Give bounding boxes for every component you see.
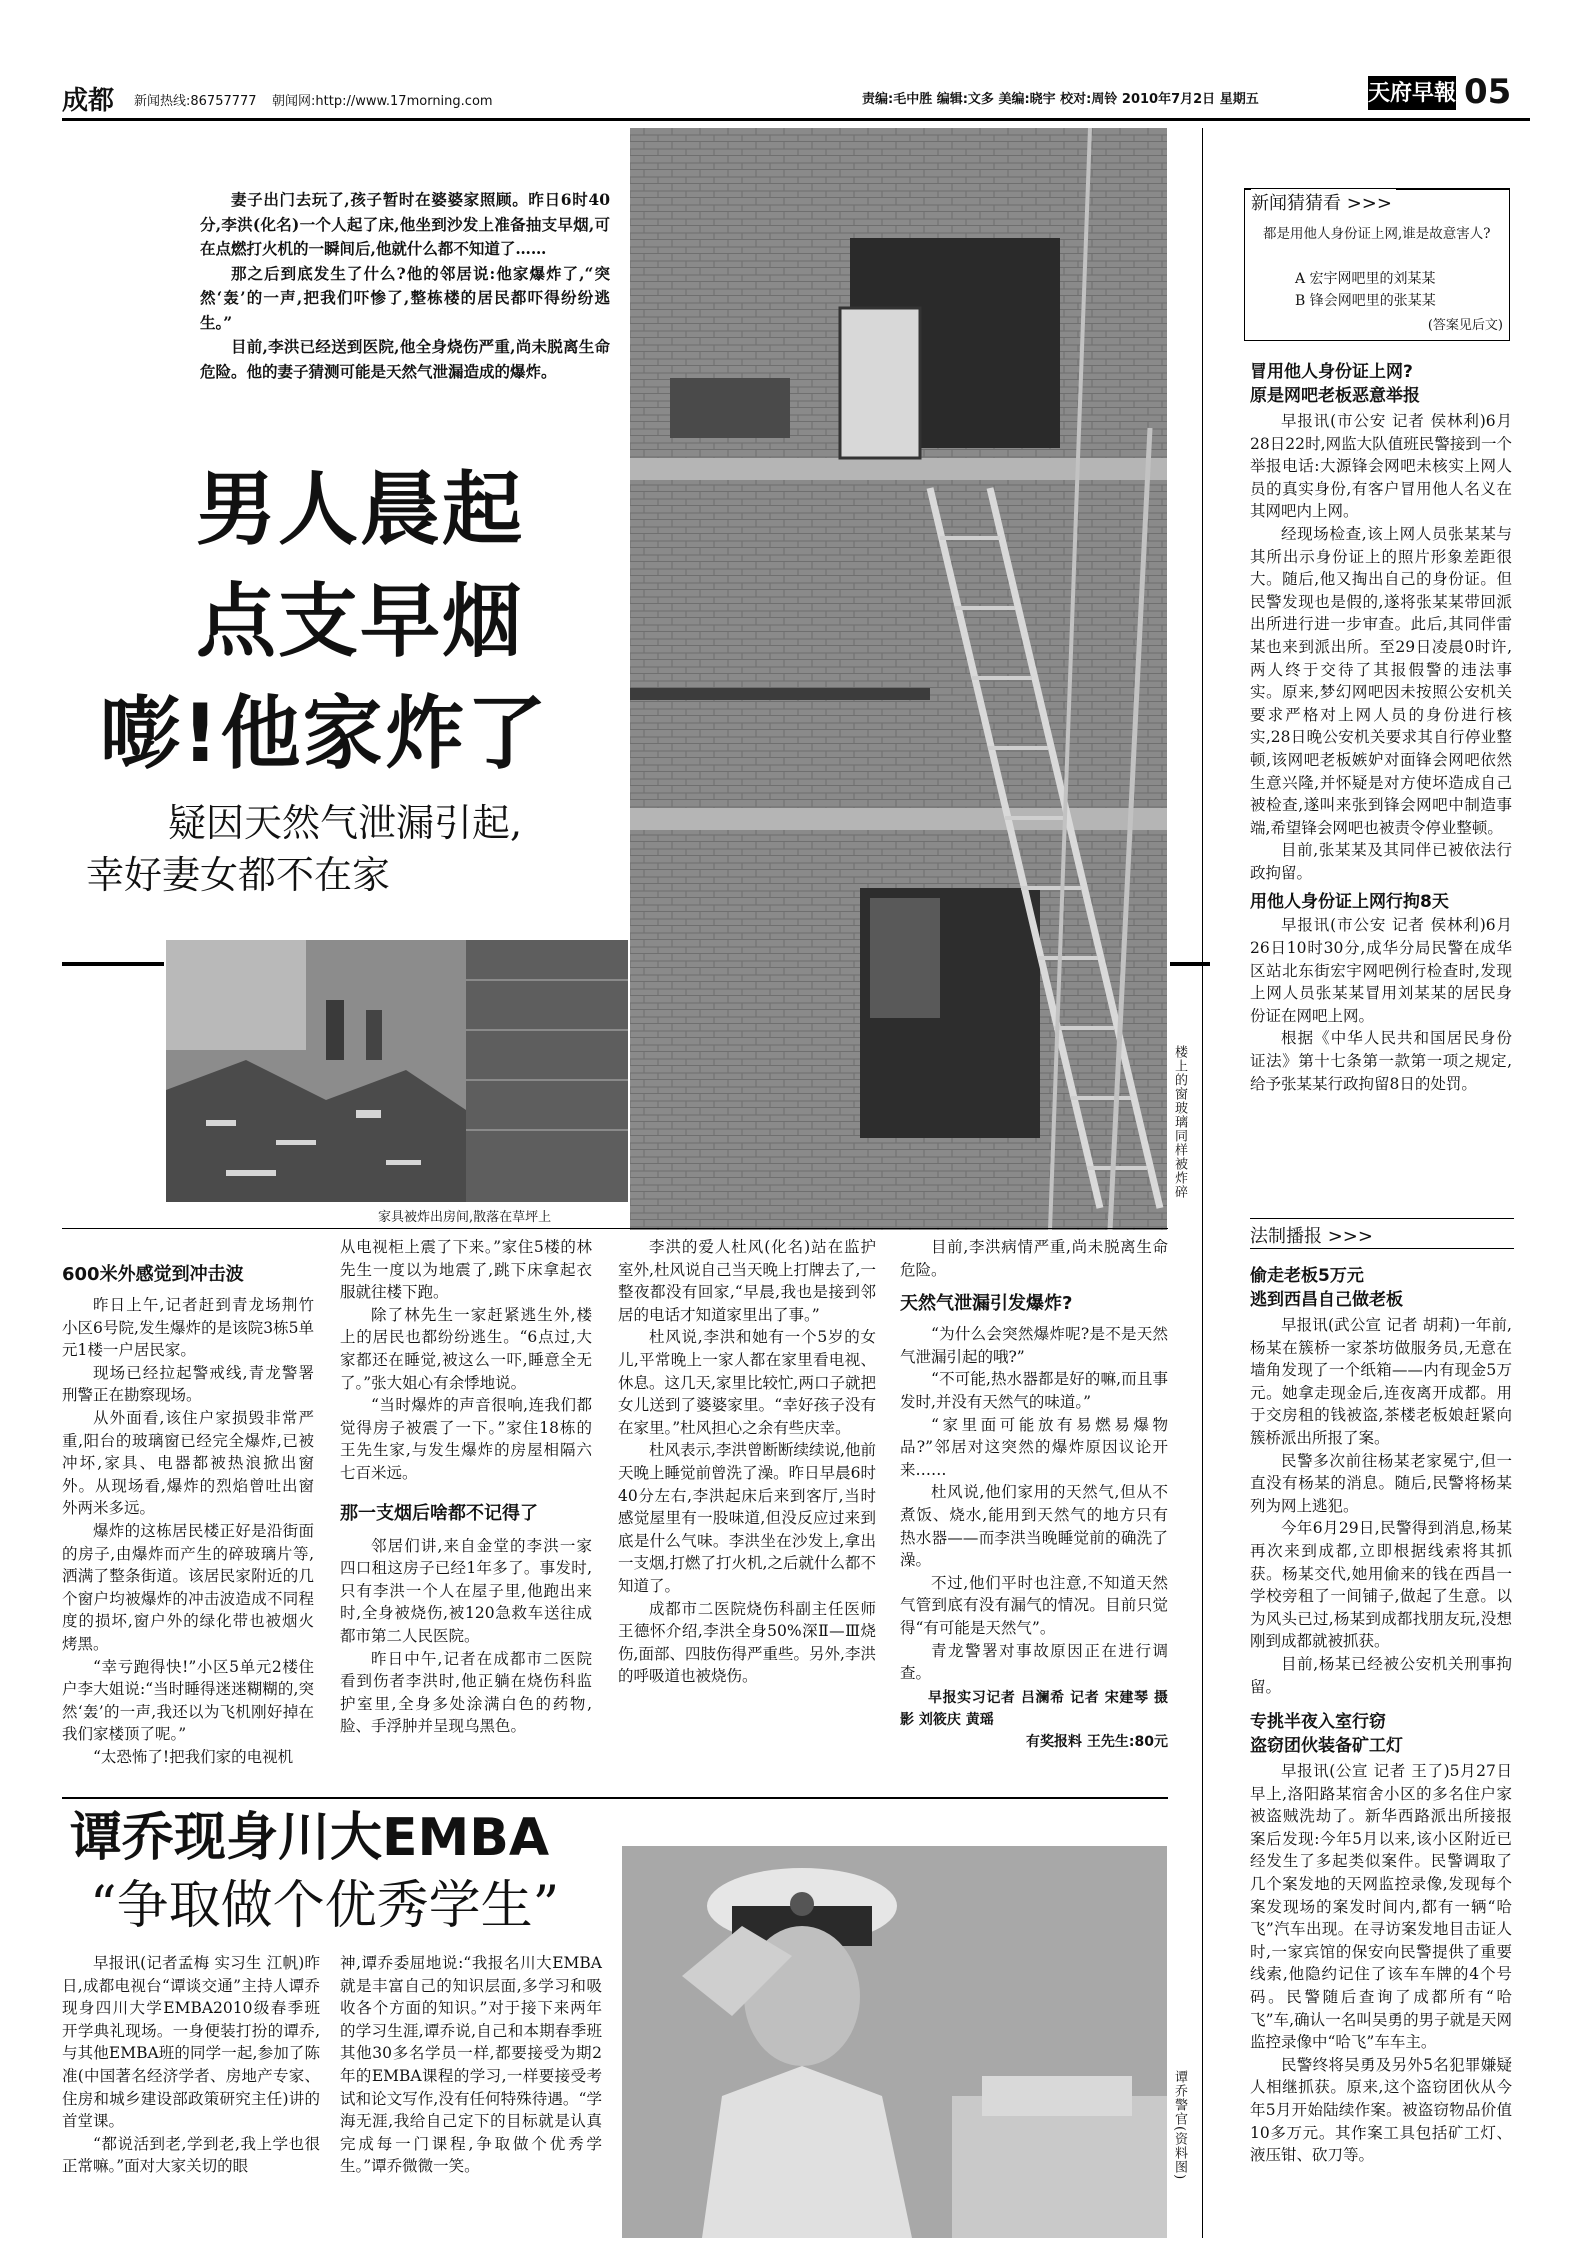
story-headline: 专挑半夜入室行窃 [1250, 1712, 1386, 1733]
headline-line-3: 嘭!他家炸了 [100, 687, 549, 780]
article-paragraph: “家里面可能放有易燃易爆物品?”邻居对这突然的爆炸原因议论开来…… [900, 1415, 1168, 1479]
article-paragraph: 李洪的爱人杜风(化名)站在监护室外,杜风说自己当天晚上打牌去了,一整夜都没有回家,“早晨,我也是接到邻居的电话才知道家里出了事。” [618, 1238, 876, 1324]
law-section-rule-top [1250, 1218, 1514, 1219]
article-intro [200, 188, 610, 384]
article-paragraph: 昨日上午,记者赶到青龙场荆竹小区6号院,发生爆炸的是该院3栋5单元1楼一户居民家。 [62, 1296, 314, 1360]
intro-paragraph: 妻子出门去玩了,孩子暂时在婆婆家照顾。昨日6时40分,李洪(化名)一个人起了床,他坐到沙发上准备抽支早烟,可在点燃打火机的一瞬间后,他就什么都不知道了…… [200, 190, 610, 258]
officer-photo-caption: 谭乔警官(资料图) [1172, 2070, 1187, 2181]
article-paragraph: 杜风表示,李洪曾断断续续说,他前天晚上睡觉前曾洗了澡。昨日早晨6时40分左右,李洪起床后来到客厅,当时感觉屋里有一股味道,但没反应过来到底是什么气味。李洪坐在沙发上,拿出一支烟,打燃了打火机,之后就什么都不知道了。 [618, 1441, 876, 1595]
article-paragraph: 杜风说,他们家用的天然气,但从不煮饭、烧水,能用到天然气的地方只有热水器——而李洪当晚睡觉前的确洗了澡。 [900, 1483, 1168, 1570]
website-url: 朝闻网:http://www.17morning.com [272, 94, 493, 109]
article-paragraph: 从外面看,该住户家损毁非常严重,阳台的玻璃窗已经完全爆炸,已被冲坏,家具、电器都被热浪掀出窗外。从现场看,爆炸的烈焰曾吐出窗外两米多远。 [62, 1408, 314, 1518]
quiz-option-a: A 宏宇网吧里的刘某某 [1295, 271, 1436, 287]
tipoff-reward: 有奖报料 王先生:80元 [1026, 1733, 1168, 1750]
story-headline: 冒用他人身份证上网? [1250, 362, 1413, 382]
article-paragraph: 青龙警署对事故原因正在进行调查。 [900, 1641, 1168, 1683]
quiz-box [1244, 188, 1510, 341]
header-rule [62, 118, 1530, 121]
article-paragraph: 现场已经拉起警戒线,青龙警署刑警正在勘察现场。 [62, 1363, 314, 1405]
subtitle-line-2: 幸好妻女都不在家 [86, 853, 391, 897]
masthead-logo: 天府早報 [1368, 76, 1456, 110]
article-paragraph: 神,谭乔委屈地说:“我报名川大EMBA就是丰富自己的知识层面,多学习和吸收各个方面的知识。”对于接下来两年的学习生涯,谭乔说,自己和本期春季班其他30多名学员一样,都要接受为期2年的EMBA课程的学习,一样要接受考试和论文写作,没有任何特殊待遇。“学海无涯,我给自己定下的目标就是认真完成每一门课程,争取做个优秀学生。”谭乔微微一笑。 [340, 1954, 602, 2176]
page-number: 05 [1464, 72, 1512, 112]
article-paragraph: 杜风说,李洪和她有一个5岁的女儿,平常晚上一家人都在家里看电视、休息。这几天,家里比较忙,两口子就把女儿送到了婆婆家里。“幸好孩子没有在家里。”杜风担心之余有些庆幸。 [618, 1328, 876, 1437]
story-headline: 偷走老板5万元 [1250, 1266, 1364, 1286]
article-column-4 [900, 1236, 1168, 1753]
editor-credits: 责编:毛中胜 编辑:文多 美编:晓宇 校对:周铃 2010年7月2日 星期五 [862, 92, 1259, 107]
article-paragraph: “当时爆炸的声音很响,连我们都觉得房子被震了一下。”家住18栋的王先生家,与发生爆炸的房屋相隔六七百米远。 [340, 1396, 592, 1482]
story-headline: 盗窃团伙装备矿工灯 [1250, 1736, 1403, 1757]
bottom-headline-1: 谭乔现身川大EMBA [70, 1808, 550, 1868]
bottom-column-2 [340, 1952, 602, 2178]
article-column-1 [62, 1262, 314, 1768]
article-paragraph: 昨日中午,记者在成都市二医院看到伤者李洪时,他正躺在烧伤科监护室里,全身多处涂满白色的药物,脸、手浮肿并呈现乌黑色。 [340, 1649, 592, 1736]
officer-illustration [622, 1846, 1167, 2238]
intro-paragraph: 目前,李洪已经送到医院,他全身烧伤严重,尚未脱离生命危险。他的妻子猜测可能是天然气泄漏造成的爆炸。 [200, 337, 610, 381]
bottom-column-1 [62, 1952, 320, 2178]
news-hotline: 新闻热线:86757777 [134, 94, 257, 109]
story-paragraph: 民警终将吴勇及另外5名犯罪嫌疑人相继抓获。原来,这个盗窃团伙从今年5月开始陆续作案。被盗窃物品价值10多万元。其作案工具包括矿工灯、液压钳、砍刀等。 [1250, 2055, 1512, 2165]
story-paragraph: 目前,杨某已经被公安机关刑事拘留。 [1250, 1654, 1512, 1696]
debris-photo [166, 940, 628, 1202]
article-paragraph: 早报讯(记者孟梅 实习生 江帆)昨日,成都电视台“谭谈交通”主持人谭乔现身四川大学EMBA2010级春季班开学典礼现场。一身便装打扮的谭乔,与其他EMBA班的同学一起,参加了陈准(中国著名经济学者、房地产专家、住房和城乡建设部政策研究主任)讲的首堂课。 [62, 1954, 320, 2131]
story-paragraph: 今年6月29日,民警得到消息,杨某再次来到成都,立即根据线索将其抓获。杨某交代,她用偷来的钱在西昌一学校旁租了一间铺子,做起了生意。以为风头已过,杨某到成都找朋友玩,没想刚到成都就被抓获。 [1250, 1519, 1512, 1651]
quiz-question: 都是用他人身份证上网,谁是故意害人? [1263, 226, 1491, 242]
story-paragraph: 目前,张某某及其同伴已被依法行政拘留。 [1250, 841, 1512, 882]
law-section-rule-bottom [1250, 1248, 1514, 1249]
story-headline: 原是网吧老板恶意举报 [1250, 386, 1420, 406]
article-paragraph: 爆炸的这栋居民楼正好是沿街面的房子,由爆炸而产生的碎玻璃片等,洒满了整条街道。该居民家附近的几个窗户均被爆炸的冲击波造成不同程度的损坏,窗户外的绿化带也被烟火烤黑。 [62, 1521, 314, 1653]
article-paragraph: “都说活到老,学到老,我上学也很正常嘛。”面对大家关切的眼 [62, 2134, 320, 2176]
debris-illustration [166, 940, 628, 1202]
story-headline: 逃到西昌自己做老板 [1250, 1290, 1403, 1310]
story-paragraph: 民警多次前往杨某老家冕宁,但一直没有杨某的消息。随后,民警将杨某列为网上逃犯。 [1250, 1451, 1512, 1515]
article-paragraph: “不可能,热水器都是好的嘛,而且事发时,并没有天然气的味道。” [900, 1370, 1168, 1411]
main-photo-caption: 楼上的窗玻璃同样被炸碎 [1172, 1045, 1187, 1199]
headline-divider-left [62, 962, 164, 966]
building-illustration [630, 128, 1167, 1230]
section-heading: 天然气泄漏引发爆炸? [900, 1293, 1073, 1315]
subtitle-line-1: 疑因天然气泄漏引起, [168, 801, 523, 845]
quiz-option-b: B 锋会网吧里的张某某 [1295, 293, 1436, 309]
story-paragraph: 早报讯(市公安 记者 侯林利)6月26日10时30分,成华分局民警在成华区站北东街宏宇网吧例行检查时,发现上网人员张某某冒用刘某某的居民身份证在网吧上网。 [1250, 916, 1512, 1025]
section-heading: 那一支烟后啥都不记得了 [340, 1502, 538, 1524]
debris-photo-caption: 家具被炸出房间,散落在草坪上 [378, 1210, 552, 1225]
officer-photo [622, 1846, 1167, 2238]
headline-line-2: 点支早烟 [196, 575, 524, 668]
section-name: 成都 [62, 86, 115, 116]
story-paragraph: 根据《中华人民共和国居民身份证法》第十七条第一款第一项之规定,给予张某某行政拘留8日的处罚。 [1250, 1029, 1512, 1093]
article-top-rule [62, 1228, 1168, 1229]
section-heading: 600米外感觉到冲击波 [62, 1264, 244, 1285]
article-paragraph: 从电视柜上震了下来。”家住5楼的林先生一度以为地震了,跳下床拿起衣服就往楼下跑。 [340, 1238, 592, 1302]
page-header [62, 72, 1530, 118]
quiz-answer-note: (答案见后文) [1427, 318, 1503, 333]
story-paragraph: 早报讯(武公宣 记者 胡莉)一年前,杨某在簇桥一家茶坊做服务员,无意在墙角发现了一个纸箱——内有现金5万元。她拿走现金后,连夜离开成都。用于交房租的钱被盗,茶楼老板娘赶紧向簇桥派出所报了案。 [1250, 1316, 1512, 1447]
article-column-2 [340, 1236, 592, 1738]
article-paragraph: 目前,李洪病情严重,尚未脱离生命危险。 [900, 1238, 1168, 1279]
headline-divider-right [1170, 962, 1210, 966]
story-paragraph: 经现场检查,该上网人员张某某与其所出示身份证上的照片形象差距很大。随后,他又掏出自己的身份证。但民警发现也是假的,遂将张某某带回派出所进行进一步审查。此后,其同伴雷某也来到派出所。至29日凌晨0时许,两人终于交待了其报假警的违法事实。原来,梦幻网吧因未按照公安机关要求严格对上网人员的身份进行核实,28日晚公安机关要求其自行停业整顿,该网吧老板嫉妒对面锋会网吧依然生意兴隆,并怀疑是对方使坏造成自己被检查,遂叫来张到锋会网吧中制造事端,希望锋会网吧也被责令停业整顿。 [1250, 524, 1512, 837]
article-byline: 早报实习记者 吕澜希 记者 宋建琴 摄影 刘筱庆 黄瑶 [900, 1689, 1168, 1728]
article-paragraph: 邻居们讲,来自金堂的李洪一家四口租这房子已经1年多了。事发时,只有李洪一个人在屋子里,他跑出来时,全身被烧伤,被120急救车送往成都市第二人民医院。 [340, 1536, 592, 1645]
quiz-title: 新闻猜猜看 >>> [1251, 189, 1396, 215]
story-headline: 用他人身份证上网行拘8天 [1250, 892, 1449, 913]
article-paragraph: 除了林先生一家赶紧逃生外,楼上的居民也都纷纷逃生。“6点过,大家都还在睡觉,被这么一吓,睡意全无了。”张大姐心有余悸地说。 [340, 1305, 592, 1392]
bottom-story-rule [62, 1797, 1168, 1799]
sidebar-story-3 [1250, 1264, 1512, 2167]
intro-paragraph: 那之后到底发生了什么?他的邻居说:他家爆炸了,“突然‘轰’的一声,把我们吓惨了,整栋楼的居民都吓得纷纷逃生。” [200, 263, 610, 332]
article-paragraph: 成都市二医院烧伤科副主任医师王德怀介绍,李洪全身50%深Ⅱ—Ⅲ烧伤,面部、四肢伤得严重些。另外,李洪的呼吸道也被烧伤。 [618, 1599, 876, 1686]
article-paragraph: “太恐怖了!把我们家的电视机 [93, 1747, 294, 1766]
headline-line-1: 男人晨起 [196, 463, 524, 556]
story-paragraph: 早报讯(市公安 记者 侯林利)6月28日22时,网监大队值班民警接到一个举报电话:大源锋会网吧未核实上网人员的真实身份,有客户冒用他人名义在其网吧内上网。 [1250, 412, 1512, 521]
article-paragraph: 不过,他们平时也注意,不知道天然气管到底有没有漏气的情况。目前只觉得“有可能是天然气”。 [900, 1573, 1168, 1637]
sidebar-divider [1202, 128, 1203, 2238]
sidebar-story-1 [1250, 360, 1512, 1095]
article-paragraph: “为什么会突然爆炸呢?是不是天然气泄漏引起的哦?” [900, 1325, 1168, 1366]
article-column-3 [618, 1236, 876, 1688]
law-section-title: 法制播报 >>> [1250, 1226, 1373, 1247]
story-paragraph: 早报讯(公宣 记者 王了)5月27日早上,洛阳路某宿舍小区的多名住户家被盗贼洗劫了。新华西路派出所接报案后发现:今年5月以来,该小区附近已经发生了多起类似案件。民警调取了几个案发地的天网监控录像,发现每个案发现场的案发时间内,都有一辆“哈飞”汽车出现。在寻访案发地目击证人时,一家宾馆的保安向民警提供了重要线索,他隐约记住了该车车牌的4个号码。民警随后查询了成都所有“哈飞”车,确认一名叫吴勇的男子就是天网监控录像中“哈飞”车车主。 [1250, 1762, 1512, 2052]
bottom-headline-2: “争取做个优秀学生” [90, 1876, 560, 1936]
article-paragraph: “幸亏跑得快!”小区5单元2楼住户李大姐说:“当时睡得迷迷糊糊的,突然‘轰’的一声,我还以为飞机刚好掉在我们家楼顶了呢。” [62, 1657, 314, 1744]
main-photo-building [630, 128, 1167, 1230]
